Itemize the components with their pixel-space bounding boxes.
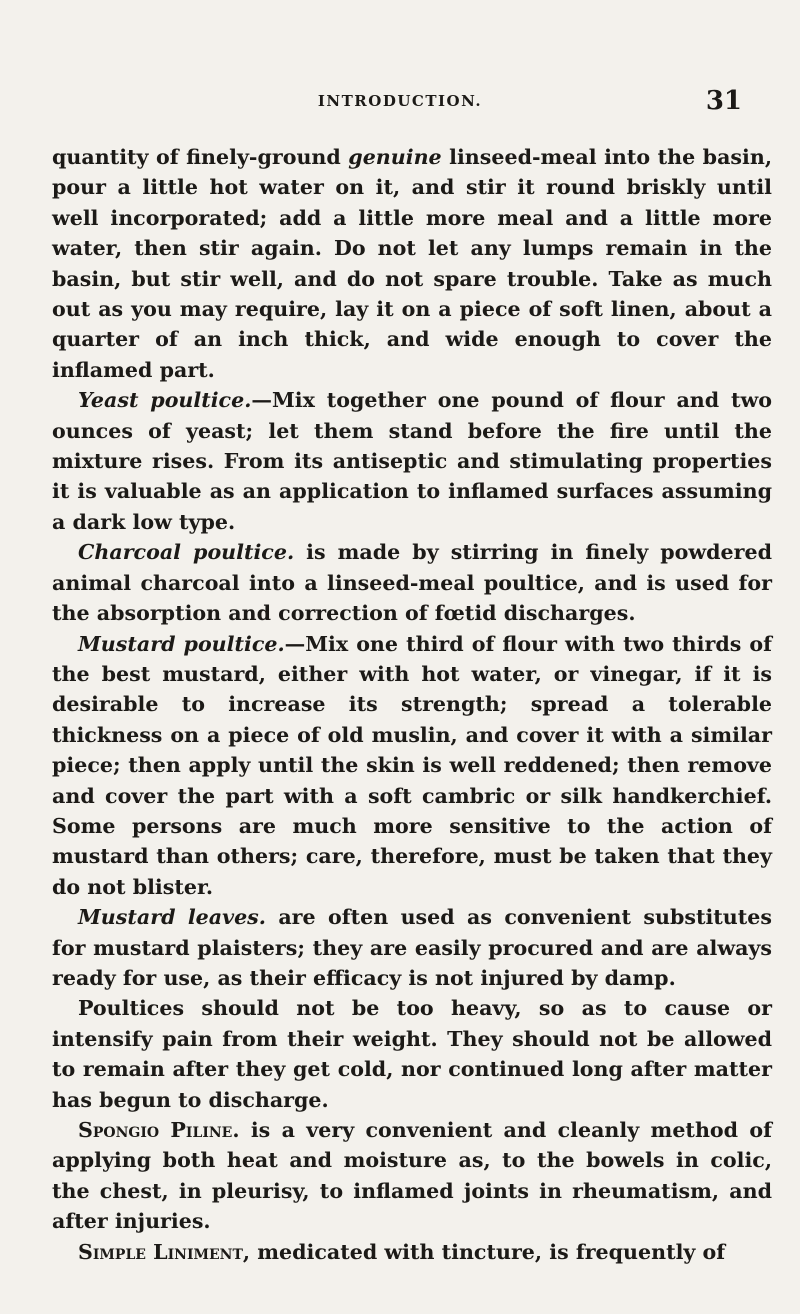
heading-charcoal-poultice: Charcoal poultice.: [78, 540, 295, 565]
page-number: 31: [705, 86, 742, 116]
paragraph-text: are often used as convenient substitutes for mustard plaisters; they are easily procured and are always ready for use, as their efficacy is not injured by damp.: [52, 905, 772, 990]
paragraph-text: Poultices should not be too heavy, so as to cause or intensify pain from their weight. They should not be allowed to remain after they get cold, nor continued long after matter has begun to discharge.: [52, 996, 772, 1112]
heading-mustard-poultice: Mustard poultice.: [78, 631, 285, 656]
heading-spongio-piline: Spongio Piline.: [78, 1118, 240, 1142]
paragraph-text: —Mix one third of flour with two thirds of the best mustard, either with hot water, or vinegar, if it is desirable to increase its strength; spread a tolerable thickness on a piece of old muslin, and cover it with a similar piece; then apply until the skin is well reddened; then remove and cover the part with a soft cambric or silk handkerchief. Some persons are much more sensitive to the action of mustard than others; care, therefore, must be taken that they do not blister.: [52, 631, 772, 899]
paragraph-text: is a very convenient and cleanly method of applying both heat and moisture as, to the bowels in colic, the chest, in pleurisy, to inflamed joints in rheumatism, and after injuries.: [52, 1118, 772, 1234]
running-title: INTRODUCTION.: [317, 92, 483, 110]
paragraph-text: medicated with tincture, is frequently of: [250, 1239, 726, 1264]
paragraph-charcoal-poultice: [52, 537, 772, 628]
paragraph-spongio-piline: [52, 1115, 772, 1237]
body-text: [52, 142, 772, 1267]
heading-simple-liniment: Simple Liniment,: [78, 1239, 251, 1264]
paragraph-mustard-poultice: [52, 629, 772, 903]
heading-mustard-leaves: Mustard leaves.: [78, 905, 266, 930]
paragraph-yeast-poultice: [52, 385, 772, 537]
running-head: [0, 86, 800, 116]
heading-yeast-poultice: Yeast poultice.: [78, 388, 252, 413]
paragraph-text: quantity of finely-ground: [52, 145, 349, 169]
paragraph-simple-liniment: [52, 1237, 772, 1267]
paragraph-mustard-leaves: [52, 902, 772, 993]
emphasis-genuine: genuine: [348, 145, 442, 169]
paragraph-text: linseed-meal into the basin, pour a little hot water on it, and stir it round briskly until well incorporated; add a little more meal and a little more water, then stir again. Do not let any lumps remain in the basin, but stir well, and do not spare trouble. Take as much out as you may require, lay it on a piece of soft linen, about a quarter of an inch thick, and wide enough to cover the inflamed part.: [52, 145, 772, 382]
paragraph-linseed-continued: [52, 142, 772, 385]
paragraph-text: is made by stirring in finely powdered animal charcoal into a linseed-meal poultice, and is used for the absorption and correction of fœtid discharges.: [52, 540, 773, 626]
paragraph-poultices-weight: [52, 993, 772, 1115]
paragraph-text: —Mix together one pound of flour and two ounces of yeast; let them stand before the fire until the mixture rises. From its antiseptic and stimulating properties it is valuable as an application to inflamed surfaces assuming a dark low type.: [52, 388, 772, 534]
